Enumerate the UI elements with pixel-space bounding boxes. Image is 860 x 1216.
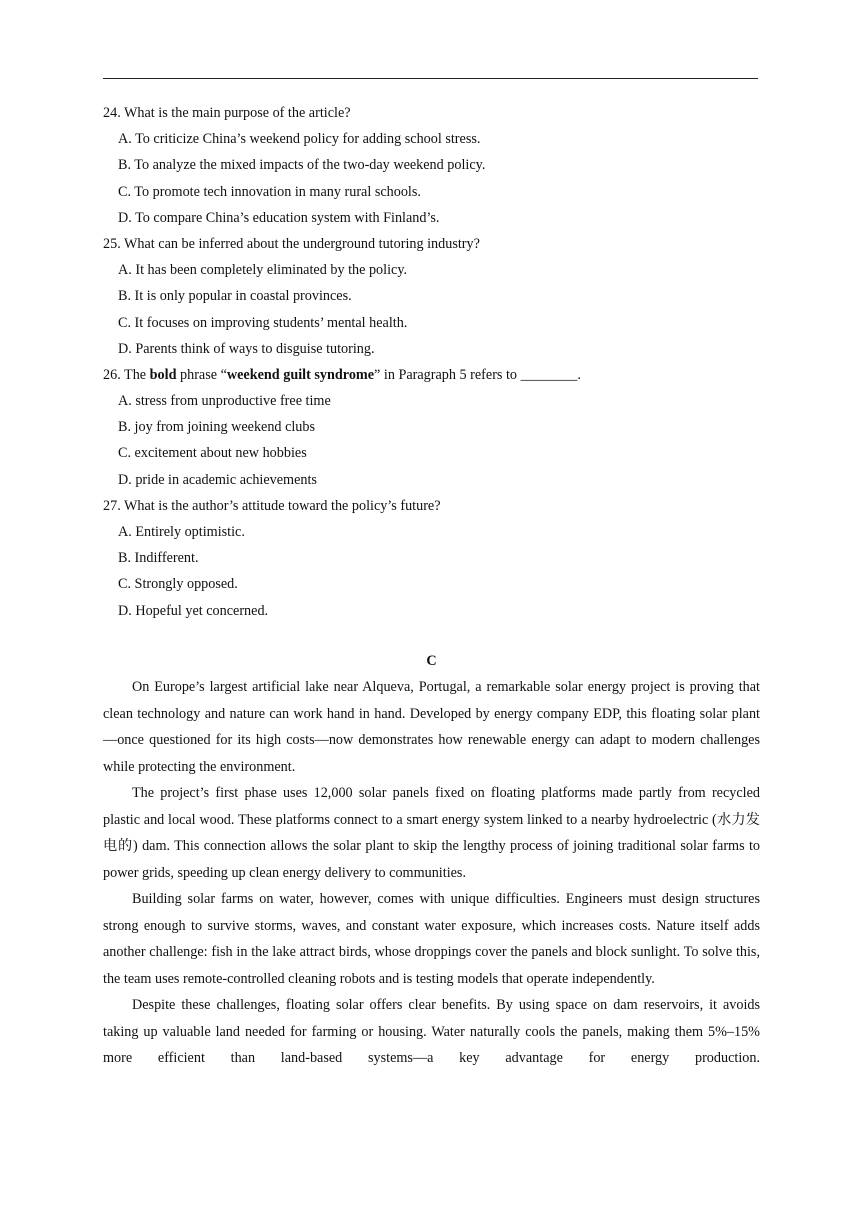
header-rule [103,78,758,79]
passage-paragraph-3: Building solar farms on water, however, comes with unique difficulties. Engineers must design structures strong enough to survive storms, waves, and constant water exposure, which increases costs. Nature itself adds another challenge: fish in the lake attract birds, whose droppings cover the panels and block sunlight. To solve this, the team uses remote-controlled cleaning robots and is testing models that operate independently. [103,891,760,987]
option-d: D. To compare China’s education system with Finland’s. [118,209,440,226]
passage-paragraph-2: The project’s first phase uses 12,000 solar panels fixed on floating platforms made partly from recycled plastic and local wood. These platforms connect to a smart energy system linked to a nearby hydroelectric (水力发电的) dam. This connection allows the solar plant to skip the lengthy process of joining traditional solar farms to power grids, speeding up clean energy delivery to communities. [103,785,760,881]
question-list [103,100,763,624]
question-27 [103,493,763,624]
option-c: C. excitement about new hobbies [118,445,307,462]
option-b: B. It is only popular in coastal provinces. [118,288,352,305]
option-b: B. To analyze the mixed impacts of the two-day weekend policy. [118,157,486,174]
option-d: D. pride in academic achievements [118,471,317,488]
option-b: B. joy from joining weekend clubs [118,419,316,436]
passage-paragraph-4: Despite these challenges, floating solar offers clear benefits. By using space on dam reservoirs, it avoids taking up valuable land needed for farming or housing. Water naturally cools the panels, making them 5%–15% more efficient than land-based systems—a key advantage for energy production. [103,997,760,1066]
stem-text: ” in Paragraph 5 refers to [374,366,521,383]
stem-text: 26. The [103,366,150,383]
question-26 [103,362,763,493]
question-24 [103,100,763,231]
option-b: B. Indifferent. [118,550,199,567]
question-stem: 27. What is the author’s attitude toward the policy’s future? [103,497,441,514]
answer-blank: ________ [520,366,578,383]
stem-text: . [577,366,581,383]
reading-passage [103,674,760,1072]
option-d: D. Parents think of ways to disguise tutoring. [118,340,375,357]
passage-paragraph-1: On Europe’s largest artificial lake near Alqueva, Portugal, a remarkable solar energy project is proving that clean technology and nature can work hand in hand. Developed by energy company EDP, this floating solar plant—once questioned for its high costs—now demonstrates how renewable energy can adapt to modern challenges while protecting the environment. [103,679,760,775]
question-25 [103,231,763,362]
option-d: D. Hopeful yet concerned. [118,602,269,619]
question-stem: 25. What can be inferred about the underground tutoring industry? [103,235,480,252]
option-c: C. It focuses on improving students’ mental health. [118,314,408,331]
option-a: A. stress from unproductive free time [118,393,331,410]
option-c: C. To promote tech innovation in many rural schools. [118,183,421,200]
option-a: A. Entirely optimistic. [118,524,245,540]
option-a: A. It has been completely eliminated by the policy. [118,262,408,279]
stem-bold-word: bold [149,366,177,383]
section-heading: C [426,653,437,669]
stem-bold-phrase: weekend guilt syndrome [226,366,375,383]
option-c: C. Strongly opposed. [118,576,238,593]
question-stem [103,362,763,388]
stem-text: phrase “ [176,366,227,383]
question-stem: 24. What is the main purpose of the article? [103,105,351,121]
option-a: A. To criticize China’s weekend policy for adding school stress. [118,131,481,148]
